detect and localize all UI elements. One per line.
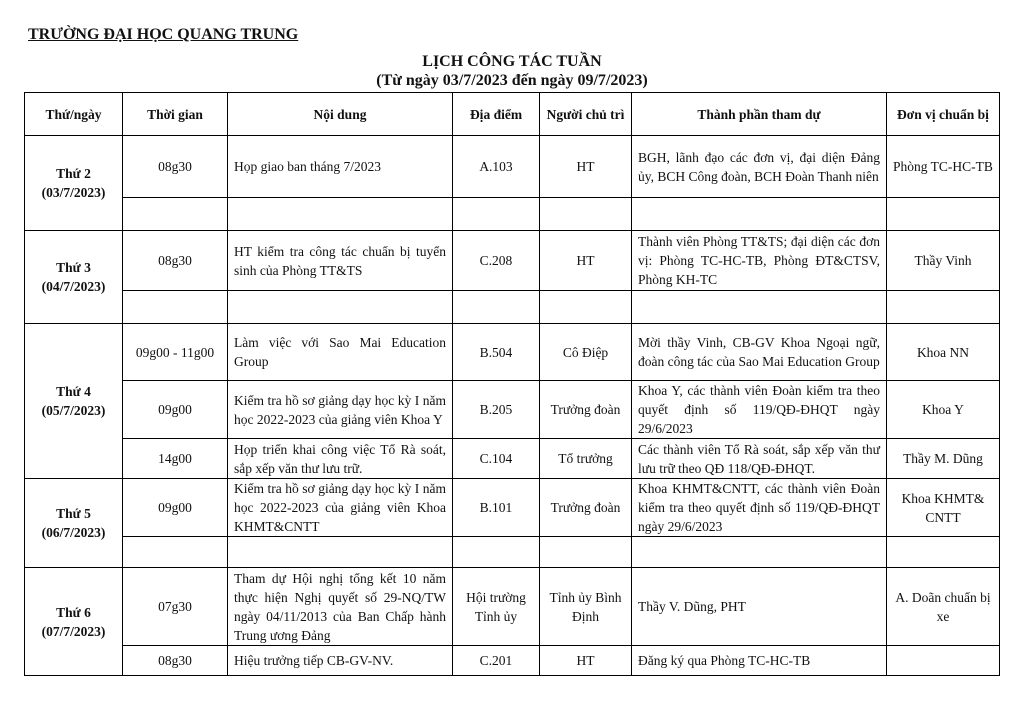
header-time: Thời gian <box>123 93 228 136</box>
attendees-cell: Khoa KHMT&CNTT, các thành viên Đoàn kiểm tra theo quyết định số 119/QĐ-ĐHQT ngày 29/6/2023 <box>632 479 887 537</box>
empty-row <box>25 198 1000 231</box>
time-cell: 08g30 <box>123 136 228 198</box>
host-cell: Cô Điệp <box>540 324 632 381</box>
table-row <box>25 646 1000 676</box>
time-cell: 07g30 <box>123 568 228 646</box>
attendees-cell: Thầy V. Dũng, PHT <box>632 568 887 646</box>
time-cell: 08g30 <box>123 646 228 676</box>
table-row <box>25 439 1000 479</box>
time-cell: 09g00 - 11g00 <box>123 324 228 381</box>
place-cell: C.104 <box>453 439 540 479</box>
prep-cell: Khoa NN <box>887 324 1000 381</box>
table-row <box>25 324 1000 381</box>
host-cell: Tỉnh ủy Bình Định <box>540 568 632 646</box>
day-label: Thứ 4 <box>56 384 91 399</box>
day-label: Thứ 3 <box>56 260 91 275</box>
content-cell: Họp giao ban tháng 7/2023 <box>228 136 453 198</box>
table-row <box>25 231 1000 291</box>
document-subtitle: (Từ ngày 03/7/2023 đến ngày 09/7/2023) <box>376 72 648 89</box>
content-cell: Họp triển khai công việc Tổ Rà soát, sắp xếp văn thư lưu trữ. <box>228 439 453 479</box>
host-cell: HT <box>540 231 632 291</box>
day-cell <box>25 231 123 324</box>
attendees-cell: Khoa Y, các thành viên Đoàn kiểm tra theo quyết định số 119/QĐ-ĐHQT ngày 29/6/2023 <box>632 381 887 439</box>
time-cell: 09g00 <box>123 479 228 537</box>
content-cell: Tham dự Hội nghị tổng kết 10 năm thực hiện Nghị quyết số 29-NQ/TW ngày 04/11/2013 của Ban Chấp hành Trung ương Đảng <box>228 568 453 646</box>
content-cell: HT kiểm tra công tác chuẩn bị tuyển sinh của Phòng TT&TS <box>228 231 453 291</box>
day-label: Thứ 2 <box>56 166 91 181</box>
header-day: Thứ/ngày <box>25 93 123 136</box>
prep-cell <box>887 646 1000 676</box>
header-attendees: Thành phần tham dự <box>632 93 887 136</box>
host-cell: Trưởng đoàn <box>540 479 632 537</box>
host-cell: Tổ trưởng <box>540 439 632 479</box>
day-cell <box>25 136 123 231</box>
prep-cell: Thầy Vinh <box>887 231 1000 291</box>
header-prep: Đơn vị chuẩn bị <box>887 93 1000 136</box>
day-cell <box>25 568 123 676</box>
content-cell: Làm việc với Sao Mai Education Group <box>228 324 453 381</box>
place-cell: A.103 <box>453 136 540 198</box>
empty-row <box>25 537 1000 568</box>
host-cell: HT <box>540 646 632 676</box>
header-host: Người chủ trì <box>540 93 632 136</box>
day-cell <box>25 324 123 479</box>
prep-cell: A. Doãn chuẩn bị xe <box>887 568 1000 646</box>
prep-cell: Khoa Y <box>887 381 1000 439</box>
place-cell: B.101 <box>453 479 540 537</box>
table-row <box>25 381 1000 439</box>
day-date: (07/7/2023) <box>41 623 106 639</box>
document-title: LỊCH CÔNG TÁC TUẦN <box>422 53 602 70</box>
day-date: (04/7/2023) <box>41 279 106 294</box>
table-row <box>25 568 1000 646</box>
table-row <box>25 479 1000 537</box>
time-cell: 09g00 <box>123 381 228 439</box>
day-label: Thứ 5 <box>56 506 91 521</box>
place-cell: Hội trường Tỉnh ủy <box>453 568 540 646</box>
prep-cell: Khoa KHMT& CNTT <box>887 479 1000 537</box>
attendees-cell: BGH, lãnh đạo các đơn vị, đại diện Đảng ủy, BCH Công đoàn, BCH Đoàn Thanh niên <box>632 136 887 198</box>
day-date: (03/7/2023) <box>41 185 106 200</box>
empty-row <box>25 291 1000 324</box>
table-header-row <box>25 93 1000 136</box>
place-cell: B.504 <box>453 324 540 381</box>
content-cell: Kiểm tra hồ sơ giảng dạy học kỳ I năm học 2022-2023 của giảng viên Khoa KHMT&CNTT <box>228 479 453 537</box>
prep-cell: Phòng TC-HC-TB <box>887 136 1000 198</box>
day-date: (06/7/2023) <box>41 525 106 540</box>
host-cell: HT <box>540 136 632 198</box>
table-row <box>25 136 1000 198</box>
attendees-cell: Mời thầy Vinh, CB-GV Khoa Ngoại ngữ, đoàn công tác của Sao Mai Education Group <box>632 324 887 381</box>
attendees-cell: Đăng ký qua Phòng TC-HC-TB <box>632 646 887 676</box>
content-cell: Hiệu trưởng tiếp CB-GV-NV. <box>228 646 453 676</box>
place-cell: C.201 <box>453 646 540 676</box>
attendees-cell: Các thành viên Tổ Rà soát, sắp xếp văn thư lưu trữ theo QĐ 118/QĐ-ĐHQT. <box>632 439 887 479</box>
header-content: Nội dung <box>228 93 453 136</box>
schedule-table <box>24 92 1000 676</box>
header-place: Địa điểm <box>453 93 540 136</box>
prep-cell: Thầy M. Dũng <box>887 439 1000 479</box>
host-cell: Trưởng đoàn <box>540 381 632 439</box>
attendees-cell: Thành viên Phòng TT&TS; đại diện các đơn vị: Phòng TC-HC-TB, Phòng ĐT&CTSV, Phòng KH-TC <box>632 231 887 291</box>
time-cell: 08g30 <box>123 231 228 291</box>
day-cell <box>25 479 123 568</box>
place-cell: C.208 <box>453 231 540 291</box>
school-name: TRƯỜNG ĐẠI HỌC QUANG TRUNG <box>28 26 299 43</box>
time-cell: 14g00 <box>123 439 228 479</box>
content-cell: Kiểm tra hồ sơ giảng dạy học kỳ I năm học 2022-2023 của giảng viên Khoa Y <box>228 381 453 439</box>
place-cell: B.205 <box>453 381 540 439</box>
day-date: (05/7/2023) <box>41 403 106 418</box>
day-label: Thứ 6 <box>56 604 91 620</box>
